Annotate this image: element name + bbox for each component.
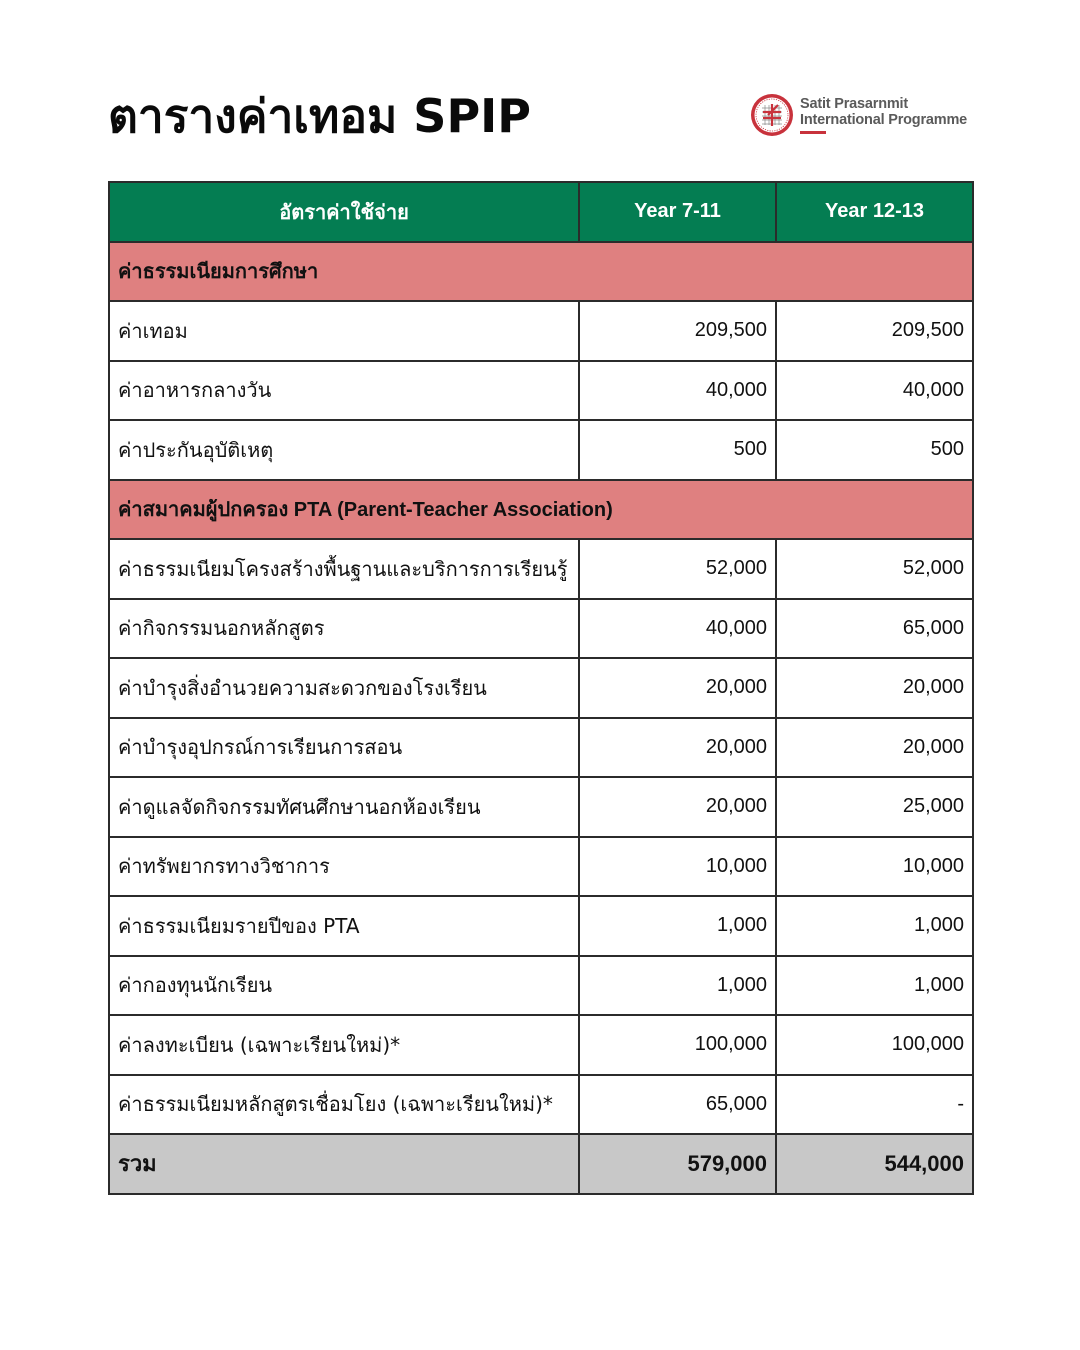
table-row: [109, 837, 973, 897]
row-label: ค่าบำรุงอุปกรณ์การเรียนการสอน: [109, 718, 579, 778]
table-row: [109, 896, 973, 956]
row-label: ค่าอาหารกลางวัน: [109, 361, 579, 421]
column-header-year-7-11: Year 7-11: [579, 182, 776, 242]
row-value-year-12-13: 209,500: [776, 301, 973, 361]
row-value-year-7-11: 1,000: [579, 896, 776, 956]
fee-table: [108, 181, 974, 1195]
row-value-year-7-11: 20,000: [579, 658, 776, 718]
row-value-year-12-13: 20,000: [776, 658, 973, 718]
table-row: [109, 361, 973, 421]
table-row: [109, 956, 973, 1016]
row-value-year-7-11: 40,000: [579, 599, 776, 659]
school-seal-icon: [750, 93, 794, 137]
row-value-year-12-13: 10,000: [776, 837, 973, 897]
row-label: ค่ากองทุนนักเรียน: [109, 956, 579, 1016]
row-label: ค่ากิจกรรมนอกหลักสูตร: [109, 599, 579, 659]
row-value-year-7-11: 10,000: [579, 837, 776, 897]
logo-line-2: International Programme: [800, 112, 968, 128]
row-label: ค่าธรรมเนียมหลักสูตรเชื่อมโยง (เฉพาะเรียนใหม่)*: [109, 1075, 579, 1135]
row-label: ค่าประกันอุบัติเหตุ: [109, 420, 579, 480]
column-header-year-12-13: Year 12-13: [776, 182, 973, 242]
row-label: ค่าธรรมเนียมโครงสร้างพื้นฐานและบริการการเรียนรู้: [109, 539, 579, 599]
row-value-year-12-13: 25,000: [776, 777, 973, 837]
row-value-year-7-11: 100,000: [579, 1015, 776, 1075]
row-value-year-12-13: 52,000: [776, 539, 973, 599]
section-title-pta: ค่าสมาคมผู้ปกครอง PTA (Parent-Teacher Association): [109, 480, 973, 540]
table-row: [109, 599, 973, 659]
row-value-year-12-13: -: [776, 1075, 973, 1135]
row-value-year-7-11: 52,000: [579, 539, 776, 599]
table-row: [109, 718, 973, 778]
column-header-item: อัตราค่าใช้จ่าย: [109, 182, 579, 242]
row-value-year-7-11: 20,000: [579, 718, 776, 778]
row-value-year-7-11: 65,000: [579, 1075, 776, 1135]
row-label: ค่าเทอม: [109, 301, 579, 361]
row-label: ค่าธรรมเนียมรายปีของ PTA: [109, 896, 579, 956]
row-value-year-7-11: 500: [579, 420, 776, 480]
total-year-12-13: 544,000: [776, 1134, 973, 1194]
row-value-year-12-13: 500: [776, 420, 973, 480]
row-value-year-7-11: 1,000: [579, 956, 776, 1016]
total-row: [109, 1134, 973, 1194]
row-value-year-12-13: 40,000: [776, 361, 973, 421]
row-label: ค่าลงทะเบียน (เฉพาะเรียนใหม่)*: [109, 1015, 579, 1075]
table-header-row: [109, 182, 973, 242]
section-row: [109, 480, 973, 540]
school-logo: [750, 93, 967, 137]
row-label: ค่าบำรุงสิ่งอำนวยความสะดวกของโรงเรียน: [109, 658, 579, 718]
table-row: [109, 658, 973, 718]
row-label: ค่าดูแลจัดกิจกรรมทัศนศึกษานอกห้องเรียน: [109, 777, 579, 837]
logo-underline: [800, 131, 826, 134]
section-row: [109, 242, 973, 302]
table-row: [109, 420, 973, 480]
section-title-tuition: ค่าธรรมเนียมการศึกษา: [109, 242, 973, 302]
row-value-year-7-11: 40,000: [579, 361, 776, 421]
total-year-7-11: 579,000: [579, 1134, 776, 1194]
total-label: รวม: [109, 1134, 579, 1194]
table-row: [109, 539, 973, 599]
row-value-year-7-11: 20,000: [579, 777, 776, 837]
row-label: ค่าทรัพยากรทางวิชาการ: [109, 837, 579, 897]
page-title: ตารางค่าเทอม SPIP: [108, 89, 531, 143]
table-row: [109, 777, 973, 837]
table-row: [109, 301, 973, 361]
logo-line-1: Satit Prasarnmit: [800, 96, 909, 112]
row-value-year-12-13: 65,000: [776, 599, 973, 659]
row-value-year-7-11: 209,500: [579, 301, 776, 361]
table-row: [109, 1075, 973, 1135]
row-value-year-12-13: 1,000: [776, 896, 973, 956]
row-value-year-12-13: 20,000: [776, 718, 973, 778]
table-row: [109, 1015, 973, 1075]
row-value-year-12-13: 100,000: [776, 1015, 973, 1075]
row-value-year-12-13: 1,000: [776, 956, 973, 1016]
